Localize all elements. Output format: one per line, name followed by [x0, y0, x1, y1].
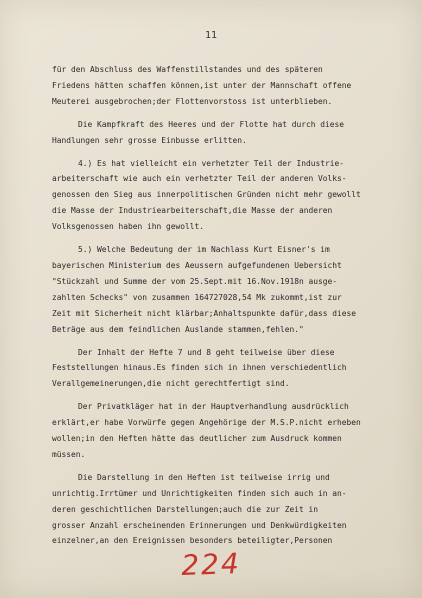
text-line: wollen;in den Heften hätte das deutlicher zum Ausdruck kommen	[52, 434, 342, 444]
text-line: Der Inhalt der Hefte 7 und 8 geht teilweise über diese	[78, 347, 335, 357]
text-line: arbeiterschaft wie auch ein verhetzter Teil der anderen Volks-	[52, 174, 347, 184]
text-line: Feststellungen hinaus.Es finden sich in ihnen verschiedentlich	[52, 363, 347, 373]
text-line: Meuterei ausgebrochen;der Flottenvorstoss ist unterblieben.	[52, 96, 333, 106]
paragraph	[52, 242, 392, 337]
text-line: zahlten Schecks" von zusammen 164727028,54 Mk zukommt,ist zur	[52, 292, 342, 302]
text-line: für den Abschluss des Waffenstillstandes und des späteren	[52, 65, 323, 74]
text-line: müssen.	[52, 449, 86, 459]
paragraph	[52, 156, 392, 236]
text-line: "Stückzahl und Summe der vom 25.Sept.mit 16.Nov.1918n ausge-	[52, 276, 338, 286]
text-line: 5.) Welche Bedeutung der im Nachlass Kurt Eisner's im	[78, 245, 330, 255]
page-number: 11	[204, 30, 218, 41]
text-line: deren geschichtlichen Darstellungen;auch die zur Zeit in	[52, 504, 319, 514]
text-line: Der Privatkläger hat in der Hauptverhandlung ausdrücklich	[78, 402, 349, 412]
paragraph	[52, 399, 392, 463]
text-line: erklärt,er habe Vorwürfe gegen Angehörige der M.S.P.nicht erheben	[52, 418, 361, 428]
paragraph	[52, 62, 392, 110]
text-line: genossen den Sieg aus innerpolitischen Gründen nicht mehr gewollt	[52, 190, 361, 200]
text-line: grosser Anzahl erscheinenden Erinnerungen und Denkwürdigkeiten	[52, 520, 347, 530]
paragraph	[52, 117, 392, 149]
text-line: Handlungen sehr grosse Einbusse erlitten.	[52, 135, 247, 145]
paragraph	[52, 470, 392, 550]
text-line: Friedens hätten schaffen können,ist unter der Mannschaft offene	[52, 80, 352, 90]
text-line: einzelner,an den Ereignissen besonders beteiligter,Personen	[52, 536, 333, 546]
text-line: Zeit mit Sicherheit nicht klärbar;Anhaltspunkte dafür,dass diese	[52, 308, 357, 318]
paragraph	[52, 345, 392, 393]
text-line: Die Darstellung in den Heften ist teilweise irrig und	[78, 472, 330, 482]
text-line: Die Kampfkraft des Heeres und der Flotte hat durch diese	[78, 119, 345, 129]
text-line: 4.) Es hat vielleicht ein verhetzter Teil der Industrie-	[78, 158, 345, 168]
text-line: Beträge aus dem feindlichen Auslande stammen,fehlen."	[52, 324, 304, 334]
handwritten-page-number: 224	[180, 546, 242, 583]
text-line: die Masse der Industriearbeiterschaft,die Masse der anderen	[52, 206, 333, 216]
text-line: unrichtig.Irrtümer und Unrichtigkeiten finden sich auch in an-	[52, 488, 347, 498]
text-line: Verallgemeinerungen,die nicht gerechtfertigt sind.	[52, 379, 290, 389]
text-line: bayerischen Ministerium des Aeussern aufgefundenen Uebersicht	[52, 260, 342, 270]
text-line: Volksgenossen haben ihn gewollt.	[52, 222, 205, 232]
body-text	[52, 62, 392, 556]
